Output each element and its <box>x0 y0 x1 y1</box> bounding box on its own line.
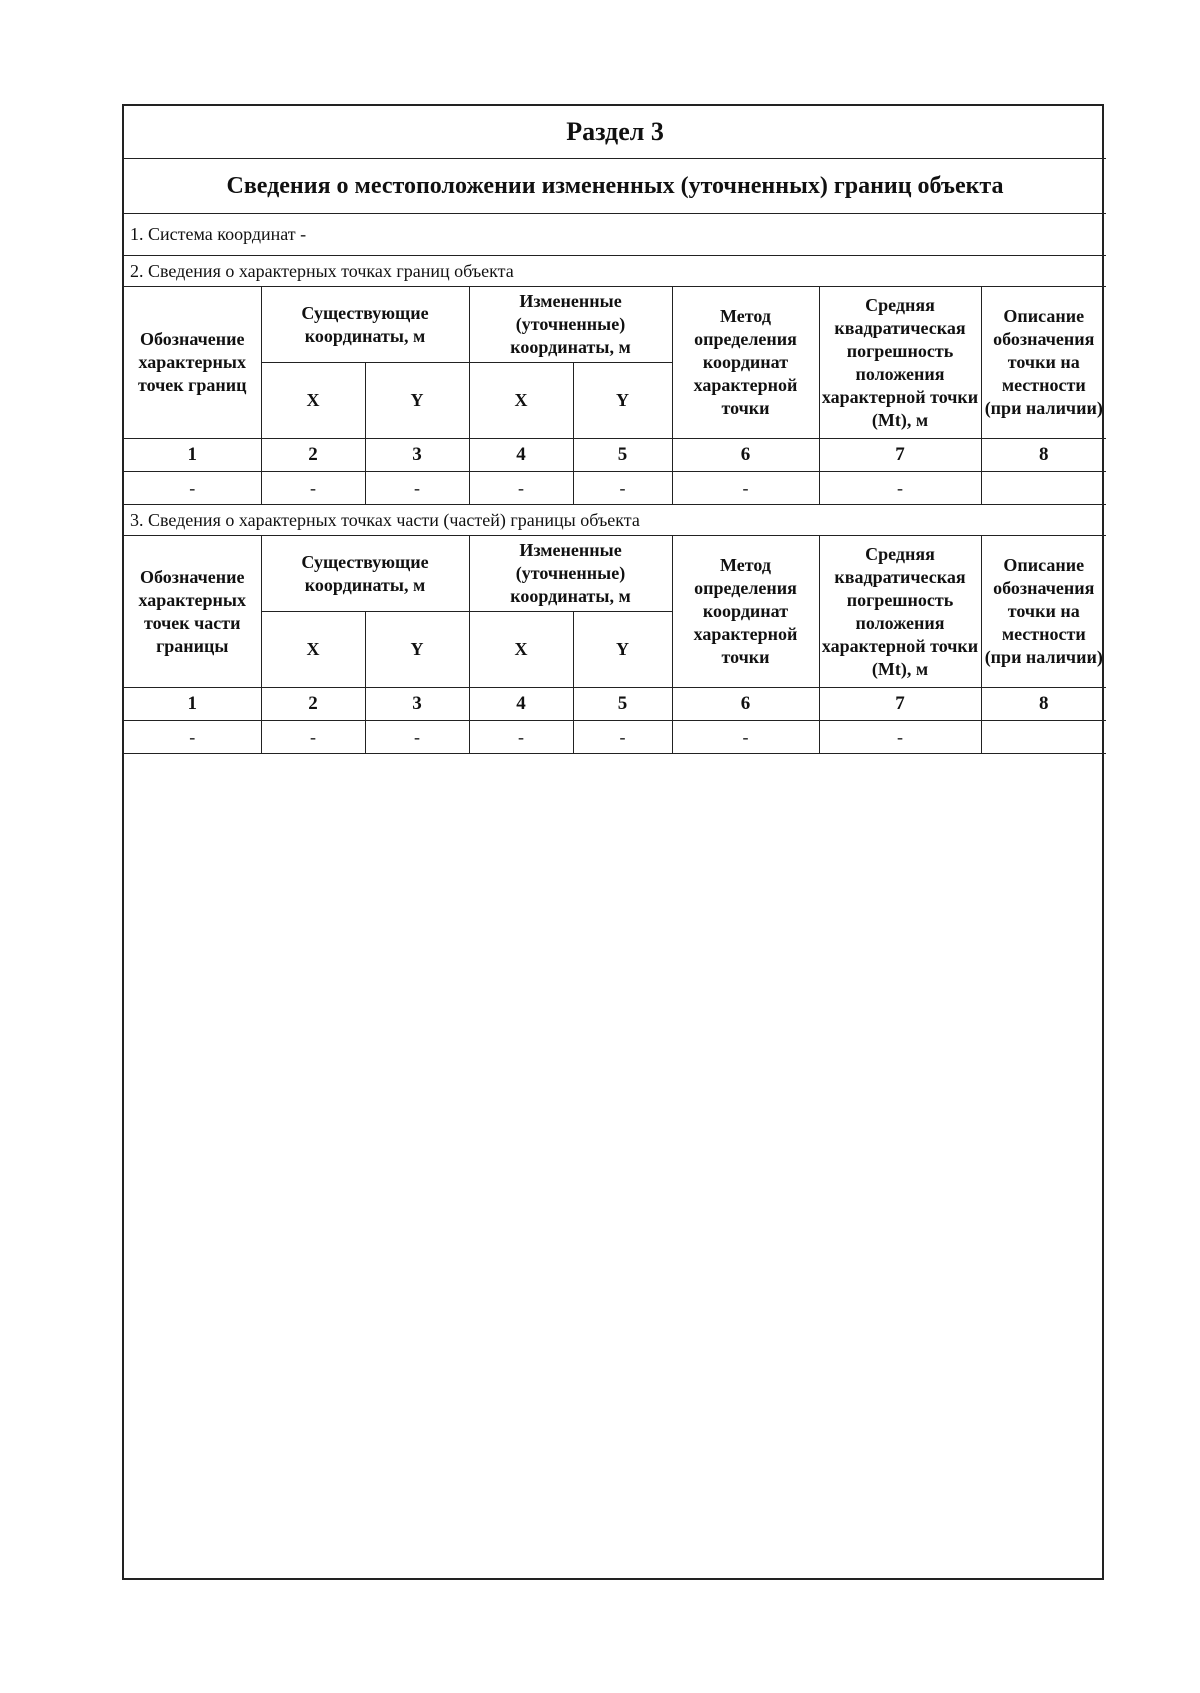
column-number: 3 <box>365 439 469 472</box>
column-number: 8 <box>981 688 1106 721</box>
header-changed-y: Y <box>573 612 672 688</box>
column-number: 7 <box>819 688 981 721</box>
table-cell <box>981 721 1106 754</box>
column-number: 1 <box>124 439 261 472</box>
header-existing-x: X <box>261 363 365 439</box>
column-number: 1 <box>124 688 261 721</box>
page-subtitle: Сведения о местоположении измененных (уточненных) границ объекта <box>124 159 1106 214</box>
table-row <box>124 721 1106 754</box>
column-number: 2 <box>261 688 365 721</box>
column-number: 7 <box>819 439 981 472</box>
table-cell: - <box>261 721 365 754</box>
header-existing-coords: Существующие координаты, м <box>261 287 469 363</box>
table-cell: - <box>124 472 261 505</box>
column-number: 4 <box>469 688 573 721</box>
table-cell: - <box>573 721 672 754</box>
document-frame <box>122 104 1104 1580</box>
column-numbers-row <box>124 688 1106 721</box>
header-changed-x: X <box>469 612 573 688</box>
header-part-point-designation: Обозначение характерных точек части границы <box>124 536 261 688</box>
column-number: 5 <box>573 688 672 721</box>
header-changed-coords: Измененные (уточненные) координаты, м <box>469 536 672 612</box>
header-point-designation: Обозначение характерных точек границ <box>124 287 261 439</box>
header-existing-y: Y <box>365 612 469 688</box>
column-number: 8 <box>981 439 1106 472</box>
header-method: Метод определения координат характерной точки <box>672 287 819 439</box>
page-title: Раздел 3 <box>124 106 1106 159</box>
table-cell: - <box>672 721 819 754</box>
table-cell: - <box>469 472 573 505</box>
section2-heading: 2. Сведения о характерных точках границ объекта <box>124 256 1106 287</box>
header-existing-y: Y <box>365 363 469 439</box>
header-description: Описание обозначения точки на местности (при наличии) <box>981 287 1106 439</box>
column-number: 3 <box>365 688 469 721</box>
column-numbers-row <box>124 439 1106 472</box>
column-number: 4 <box>469 439 573 472</box>
header-changed-x: X <box>469 363 573 439</box>
table-cell: - <box>261 472 365 505</box>
section-table <box>124 106 1106 754</box>
table-row <box>124 472 1106 505</box>
table-cell: - <box>469 721 573 754</box>
table-cell: - <box>365 472 469 505</box>
header-error: Средняя квадратическая погрешность положения характерной точки (Mt), м <box>819 536 981 688</box>
column-number: 6 <box>672 688 819 721</box>
column-number: 2 <box>261 439 365 472</box>
header-method: Метод определения координат характерной точки <box>672 536 819 688</box>
header-error: Средняя квадратическая погрешность положения характерной точки (Mt), м <box>819 287 981 439</box>
table-cell: - <box>124 721 261 754</box>
coordinate-system: 1. Система координат - <box>124 214 1106 256</box>
header-existing-coords: Существующие координаты, м <box>261 536 469 612</box>
column-number: 5 <box>573 439 672 472</box>
section3-heading: 3. Сведения о характерных точках части (частей) границы объекта <box>124 505 1106 536</box>
table-cell: - <box>573 472 672 505</box>
table-cell: - <box>672 472 819 505</box>
table-cell: - <box>819 721 981 754</box>
header-changed-coords: Измененные (уточненные) координаты, м <box>469 287 672 363</box>
table-cell <box>981 472 1106 505</box>
column-number: 6 <box>672 439 819 472</box>
table-cell: - <box>819 472 981 505</box>
header-changed-y: Y <box>573 363 672 439</box>
table-cell: - <box>365 721 469 754</box>
header-description: Описание обозначения точки на местности (при наличии) <box>981 536 1106 688</box>
header-existing-x: X <box>261 612 365 688</box>
